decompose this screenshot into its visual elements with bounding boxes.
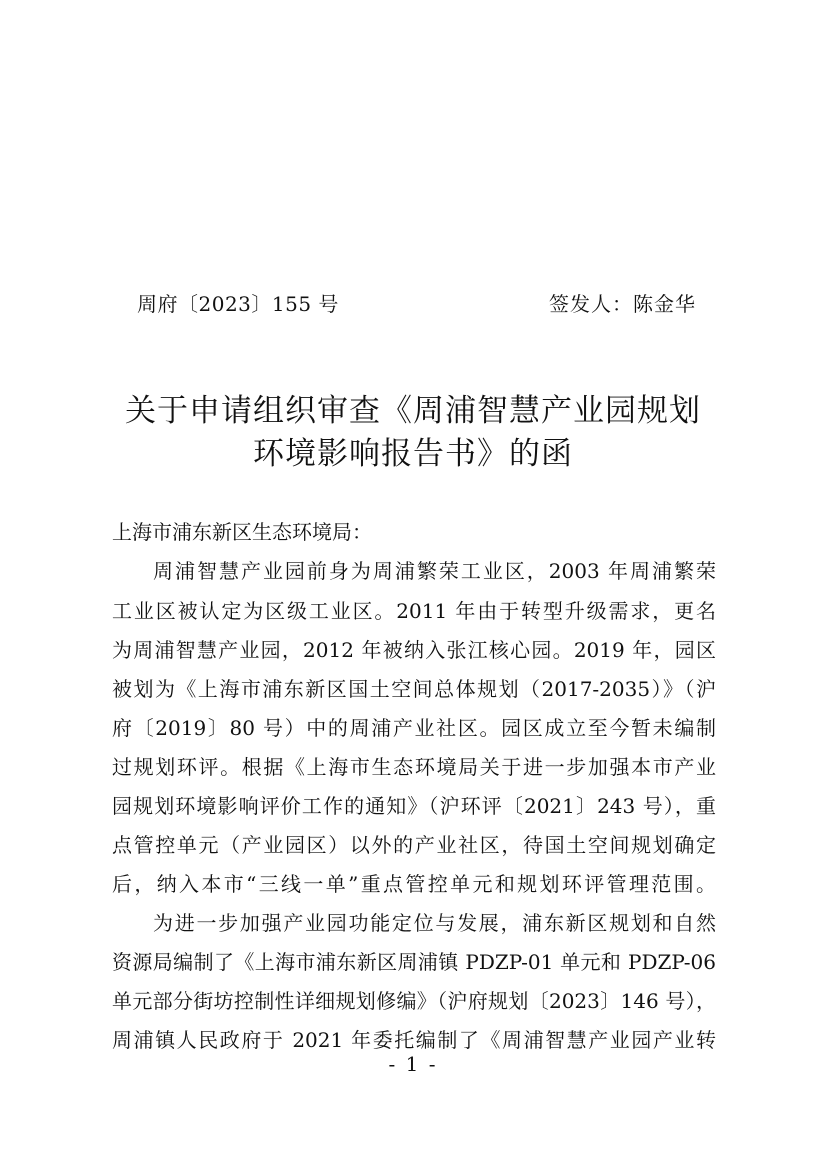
page-number: - 1 - bbox=[388, 1052, 438, 1076]
addressee: 上海市浦东新区生态环境局： bbox=[112, 520, 372, 544]
body-line: 周浦智慧产业园前身为周浦繁荣工业区，2003 年周浦繁荣 bbox=[153, 559, 716, 583]
body-line: 园规划环境影响评价工作的通知》（沪环评〔2021〕243 号），重 bbox=[112, 794, 716, 818]
body-line: 周浦镇人民政府于 2021 年委托编制了《周浦智慧产业园产业转 bbox=[112, 1028, 716, 1052]
body-line: 为进一步加强产业园功能定位与发展，浦东新区规划和自然 bbox=[153, 911, 716, 935]
body-line: 府〔2019〕80 号）中的周浦产业社区。园区成立至今暂未编制 bbox=[112, 716, 716, 740]
body-line: 后，纳入本市“三线一单”重点管控单元和规划环评管理范围。 bbox=[112, 872, 716, 896]
body-line: 单元部分街坊控制性详细规划修编》（沪府规划〔2023〕146 号）， bbox=[112, 989, 716, 1013]
body-line: 被划为《上海市浦东新区国土空间总体规划（2017-2035）》（沪 bbox=[112, 677, 716, 701]
body-line: 工业区被认定为区级工业区。2011 年由于转型升级需求，更名 bbox=[112, 599, 716, 623]
document-title-line-1: 关于申请组织审查《周浦智慧产业园规划 bbox=[125, 393, 701, 429]
signer: 签发人：陈金华 bbox=[549, 292, 696, 316]
body-line: 点管控单元（产业园区）以外的产业社区，待国土空间规划确定 bbox=[112, 833, 716, 857]
body-line: 为周浦智慧产业园，2012 年被纳入张江核心园。2019 年，园区 bbox=[112, 638, 716, 662]
body-line: 过规划环评。根据《上海市生态环境局关于进一步加强本市产业 bbox=[112, 755, 716, 779]
document-title-line-2: 环境影响报告书》的函 bbox=[253, 436, 573, 472]
body-line: 资源局编制了《上海市浦东新区周浦镇 PDZP-01 单元和 PDZP-06 bbox=[112, 950, 716, 974]
document-number: 周府〔2023〕155 号 bbox=[137, 292, 339, 316]
